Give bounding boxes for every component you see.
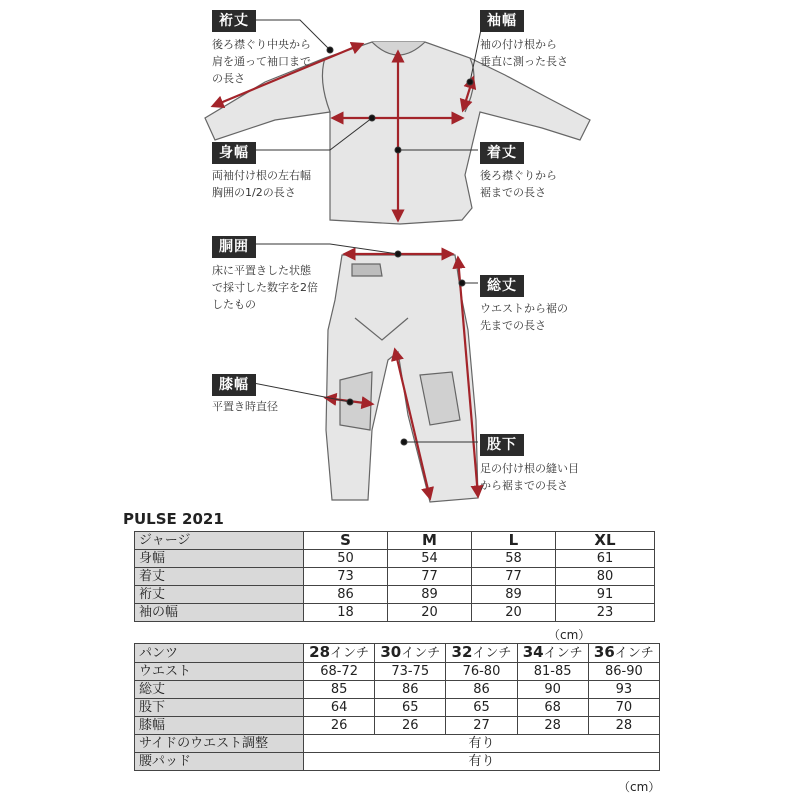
callout-soutake-desc-line: 先までの長さ xyxy=(480,319,546,332)
table-cell: 18 xyxy=(304,604,388,622)
row-label: サイドのウエスト調整 xyxy=(135,735,304,753)
callout-yuki-desc-line: 後ろ襟ぐり中央から xyxy=(212,38,311,51)
row-label: 股下 xyxy=(135,699,304,717)
size-unit: インチ xyxy=(543,646,583,661)
table-row xyxy=(135,663,660,681)
callout-domawari-desc-line: したもの xyxy=(212,298,256,311)
callout-yuki-desc-line: の長さ xyxy=(212,72,245,85)
row-label: 総丈 xyxy=(135,681,304,699)
size-header-cell xyxy=(446,644,517,663)
pants-header-cell: パンツ xyxy=(135,644,304,663)
table-cell: 有り xyxy=(304,753,660,771)
table-cell: 68 xyxy=(517,699,588,717)
table-cell: 70 xyxy=(588,699,659,717)
size-unit: インチ xyxy=(330,646,370,661)
callout-kitake-desc xyxy=(480,167,557,201)
table-cell: 77 xyxy=(471,568,555,586)
size-unit: インチ xyxy=(614,646,654,661)
pants-size-table xyxy=(134,643,660,771)
table-cell: 20 xyxy=(471,604,555,622)
table-cell: 86 xyxy=(375,681,446,699)
table-title: PULSE 2021 xyxy=(123,510,224,528)
callout-hizahaba-label: 膝幅 xyxy=(212,374,256,396)
table-header-row xyxy=(135,532,655,550)
callout-mihaba-desc-line: 胸囲の1/2の長さ xyxy=(212,186,296,199)
table-row xyxy=(135,753,660,771)
table-cell: 65 xyxy=(446,699,517,717)
table-row xyxy=(135,717,660,735)
callout-domawari-desc-line: 床に平置きした状態 xyxy=(212,264,311,277)
callout-soutake-desc xyxy=(480,300,568,334)
callout-yuki-desc-line: 肩を通って袖口まで xyxy=(212,55,311,68)
callout-mihaba-desc-line: 両袖付け根の左右幅 xyxy=(212,169,311,182)
table-cell: 93 xyxy=(588,681,659,699)
table-cell: 89 xyxy=(387,586,471,604)
table-cell: 77 xyxy=(387,568,471,586)
table-cell: 73-75 xyxy=(375,663,446,681)
table-row xyxy=(135,550,655,568)
table-cell: 73 xyxy=(304,568,388,586)
callout-kitake-desc-line: 後ろ襟ぐりから xyxy=(480,169,557,182)
row-label: 袖の幅 xyxy=(135,604,304,622)
size-header-cell: XL xyxy=(555,532,654,550)
callout-domawari-label: 胴囲 xyxy=(212,236,256,258)
size-header-cell: S xyxy=(304,532,388,550)
callout-kitake-desc-line: 裾までの長さ xyxy=(480,186,546,199)
size-header-cell: M xyxy=(387,532,471,550)
row-label: 裄丈 xyxy=(135,586,304,604)
table-cell: 28 xyxy=(517,717,588,735)
table-cell: 27 xyxy=(446,717,517,735)
callout-sodehaba-desc xyxy=(480,36,568,70)
callout-mihaba-label: 身幅 xyxy=(212,142,256,164)
callout-domawari-desc xyxy=(212,262,318,313)
table-cell: 80 xyxy=(555,568,654,586)
size-number: 32 xyxy=(451,643,473,661)
callout-soutake-desc-line: ウエストから裾の xyxy=(480,302,568,315)
row-label: 着丈 xyxy=(135,568,304,586)
size-header-cell xyxy=(375,644,446,663)
table-cell: 50 xyxy=(304,550,388,568)
jersey-header-cell: ジャージ xyxy=(135,532,304,550)
size-number: 36 xyxy=(593,643,615,661)
jersey-unit-label: （cm） xyxy=(548,628,591,642)
size-header-cell xyxy=(304,644,375,663)
table-cell: 68-72 xyxy=(304,663,375,681)
table-cell: 90 xyxy=(517,681,588,699)
row-label: ウエスト xyxy=(135,663,304,681)
row-label: 身幅 xyxy=(135,550,304,568)
table-cell: 23 xyxy=(555,604,654,622)
callout-domawari-desc-line: で採寸した数字を2倍 xyxy=(212,281,318,294)
table-row xyxy=(135,604,655,622)
table-cell: 85 xyxy=(304,681,375,699)
table-cell: 26 xyxy=(375,717,446,735)
callout-matashita-desc xyxy=(480,460,579,494)
size-header-cell: L xyxy=(471,532,555,550)
table-cell: 26 xyxy=(304,717,375,735)
callout-hizahaba-desc-line: 平置き時直径 xyxy=(212,400,278,413)
table-cell: 76-80 xyxy=(446,663,517,681)
table-cell: 89 xyxy=(471,586,555,604)
table-cell: 64 xyxy=(304,699,375,717)
table-cell: 20 xyxy=(387,604,471,622)
table-cell: 有り xyxy=(304,735,660,753)
callout-kitake-label: 着丈 xyxy=(480,142,524,164)
callout-sodehaba-label: 袖幅 xyxy=(480,10,524,32)
row-label: 膝幅 xyxy=(135,717,304,735)
size-number: 30 xyxy=(380,643,402,661)
table-header-row xyxy=(135,644,660,663)
callout-yuki-desc xyxy=(212,36,311,87)
table-cell: 86-90 xyxy=(588,663,659,681)
row-label: 腰パッド xyxy=(135,753,304,771)
callout-hizahaba-desc xyxy=(212,398,278,415)
table-cell: 91 xyxy=(555,586,654,604)
table-cell: 81-85 xyxy=(517,663,588,681)
size-header-cell xyxy=(517,644,588,663)
size-unit: インチ xyxy=(472,646,512,661)
table-row xyxy=(135,699,660,717)
size-header-cell xyxy=(588,644,659,663)
table-row xyxy=(135,735,660,753)
pants-unit-label: （cm） xyxy=(618,780,661,794)
table-row xyxy=(135,568,655,586)
table-cell: 54 xyxy=(387,550,471,568)
callout-sodehaba-desc-line: 垂直に測った長さ xyxy=(480,55,568,68)
callout-mihaba-desc xyxy=(212,167,311,201)
size-number: 34 xyxy=(522,643,544,661)
table-cell: 28 xyxy=(588,717,659,735)
callout-matashita-desc-line: から裾までの長さ xyxy=(480,479,568,492)
size-number: 28 xyxy=(309,643,331,661)
callout-yuki-label: 裄丈 xyxy=(212,10,256,32)
callout-soutake-label: 総丈 xyxy=(480,275,524,297)
callout-matashita-label: 股下 xyxy=(480,434,524,456)
table-cell: 86 xyxy=(304,586,388,604)
table-row xyxy=(135,681,660,699)
table-cell: 86 xyxy=(446,681,517,699)
jersey-size-table xyxy=(134,531,655,622)
table-cell: 58 xyxy=(471,550,555,568)
table-cell: 65 xyxy=(375,699,446,717)
callout-sodehaba-desc-line: 袖の付け根から xyxy=(480,38,557,51)
size-unit: インチ xyxy=(401,646,441,661)
table-row xyxy=(135,586,655,604)
table-cell: 61 xyxy=(555,550,654,568)
callout-matashita-desc-line: 足の付け根の縫い目 xyxy=(480,462,579,475)
